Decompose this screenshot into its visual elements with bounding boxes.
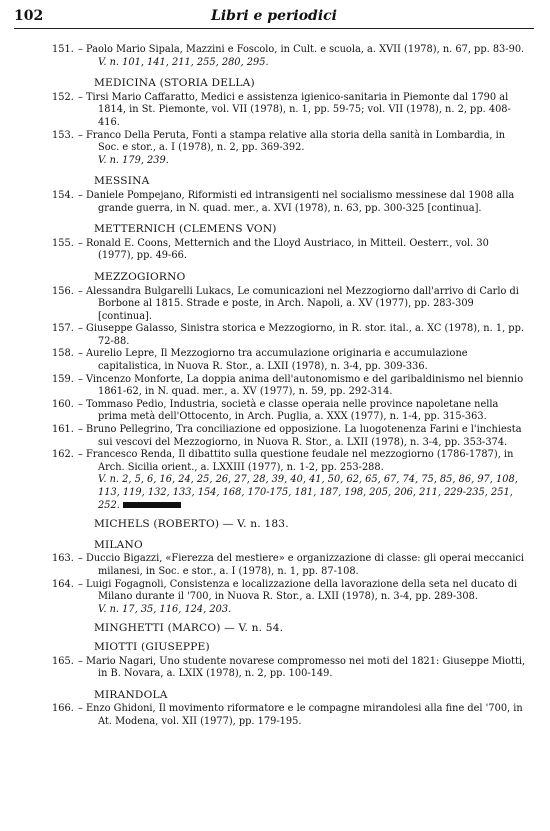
entry-153 [22, 130, 526, 155]
entry-151 [22, 44, 526, 57]
entry-text: – Ronald E. Coons, Metternich and the Lloyd Austriaco, in Mitteil. Oesterr., vol. 30 (1977), pp. 49-66. [78, 237, 489, 262]
section-heading: MICHELS (ROBERTO) — V. n. 183. [94, 518, 289, 531]
entry-number: 164. [52, 578, 74, 590]
section-heading: MEDICINA (STORIA DELLA) [94, 77, 255, 90]
section-heading: MESSINA [94, 175, 150, 188]
entry-number: 153. [52, 129, 74, 141]
entry-154 [22, 190, 526, 215]
entry-text: – Tommaso Pedio, Industria, società e classe operaia nelle province napoletane nella prima metà dell'Ottocento, in Arch. Puglia, a. XXX (1977), n. 1-4, pp. 315-363. [78, 398, 499, 423]
entry-161 [22, 424, 526, 449]
entry-text: – Giuseppe Galasso, Sinistra storica e Mezzogiorno, in R. stor. ital., a. XC (1978), n. 1, pp. 72-88. [78, 323, 524, 347]
entry-165 [22, 656, 526, 681]
section-heading: MEZZOGIORNO [94, 270, 186, 283]
entry-text: – Paolo Mario Sipala, Mazzini e Foscolo, in Cult. e scuola, a. XVII (1978), n. 67, pp. 83-90. [78, 44, 525, 55]
entry-number: 160. [52, 398, 74, 410]
entry-text: – Bruno Pellegrino, Tra conciliazione ed opposizione. La luogotenenza Farini e l'inchiesta sui vescovi del Mezzogiorno, in Nuova R. Stor., a. LXII (1978), n. 3-4, pp. 353-374. [78, 424, 522, 448]
entry-text: – Aurelio Lepre, Il Mezzogiorno tra accumulazione originaria e accumulazione capitalistica, in Nuova R. Stor., a. LXII (1978), n. 3-4, pp. 309-336. [78, 348, 468, 373]
entry-162 [22, 449, 526, 474]
cross-reference-text: V. n. 2, 5, 6, 16, 24, 25, 26, 27, 28, 39, 40, 41, 50, 62, 65, 67, 74, 75, 85, 86, 97, 108, 113, 119, 132, 133, 154, 168, 170-175, 181, 187, 198, 205, 206, 211, 229-235, 251, 252. [98, 474, 518, 511]
entry-156 [22, 286, 526, 324]
section-heading: METTERNICH (CLEMENS VON) [94, 223, 277, 236]
entry-number: 162. [52, 449, 74, 461]
entry-166 [22, 703, 526, 728]
entry-number: 157. [52, 323, 74, 335]
cross-reference: V. n. 179, 239. [98, 154, 169, 166]
section-heading: MINGHETTI (MARCO) — V. n. 54. [94, 622, 284, 635]
bibliography-list [22, 44, 526, 729]
entry-160 [22, 399, 526, 424]
entry-text: – Franco Della Peruta, Fonti a stampa relative alla storia della sanità in Lombardia, in Soc. e stor., a. I (1978), n. 2, pp. 369-392. [78, 129, 506, 154]
running-title: Libri e periodici [211, 8, 337, 24]
entry-157 [22, 323, 526, 348]
page-number: 102 [14, 8, 44, 24]
entry-152 [22, 92, 526, 130]
entry-text: – Alessandra Bulgarelli Lukacs, Le comunicazioni nel Mezzogiorno dall'arrivo di Carlo di Borbone al 1815. Strade e poste, in Arch. Napoli, a. XV (1977), pp. 283-309 [continua]. [78, 285, 519, 322]
entry-text: – Luigi Fogagnoli, Consistenza e localizzazione della lavorazione della seta nel ducato di Milano durante il '700, in Nuova R. Stor., a. LXII (1978), n. 3-4, pp. 289-308. [78, 578, 518, 603]
entry-text: – Daniele Pompejano, Riformisti ed intransigenti nel socialismo messinese dal 1908 alla grande guerra, in N. quad. mer., a. XVI (1978), n. 63, pp. 300-325 [continua]. [78, 189, 515, 214]
cross-reference [22, 474, 526, 512]
scan-artifact [123, 502, 181, 508]
entry-number: 155. [52, 237, 74, 249]
running-header [14, 6, 534, 29]
entry-text: – Mario Nagari, Uno studente novarese compromesso nei moti del 1821: Giuseppe Miotti, in B. Novara, a. LXIX (1978), n. 2, pp. 100-149. [78, 655, 526, 680]
cross-reference: V. n. 17, 35, 116, 124, 203. [98, 603, 232, 615]
entry-number: 163. [52, 553, 74, 565]
entry-text: – Duccio Bigazzi, «Fierezza del mestiere» e organizzazione di classe: gli operai meccanici milanesi, in Soc. e stor., a. I (1978), n. 1, pp. 87-108. [78, 553, 525, 577]
entry-number: 151. [52, 44, 74, 55]
entry-163 [22, 553, 526, 578]
entry-text: – Enzo Ghidoni, Il movimento riformatore e le compagne mirandolesi alla fine del '700, in At. Modena, vol. XII (1977), pp. 179-195. [78, 703, 523, 727]
entry-text: – Vincenzo Monforte, La doppia anima dell'autonomismo e del garibaldinismo nel biennio 1861-62, in N. quad. mer., a. XV (1977), n. 59, pp. 292-314. [78, 373, 524, 398]
entry-number: 161. [52, 424, 74, 436]
entry-number: 166. [52, 703, 74, 715]
entry-number: 158. [52, 348, 74, 360]
entry-number: 154. [52, 189, 74, 201]
entry-164 [22, 579, 526, 604]
section-heading: MIOTTI (GIUSEPPE) [94, 640, 210, 653]
entry-number: 159. [52, 373, 74, 385]
entry-155 [22, 238, 526, 263]
entry-text: – Tirsi Mario Caffaratto, Medici e assistenza igienico-sanitaria in Piemonte dal 1790 al 1814, in St. Piemonte, vol. VII (1978), n. 1, pp. 59-75; vol. VII (1978), n. 2, pp. 408-416. [78, 91, 511, 128]
entry-number: 156. [52, 285, 74, 297]
entry-text: – Francesco Renda, Il dibattito sulla questione feudale nel mezzogiorno (1786-1787), in Arch. Sicilia orient., a. LXXIII (1977), n. 1-2, pp. 253-288. [78, 449, 514, 473]
section-heading: MIRANDOLA [94, 688, 168, 701]
entry-number: 152. [52, 91, 74, 103]
cross-reference: V. n. 101, 141, 211, 255, 280, 295. [98, 56, 269, 68]
entry-159 [22, 374, 526, 399]
entry-number: 165. [52, 655, 74, 667]
entry-158 [22, 348, 526, 373]
section-heading: MILANO [94, 538, 143, 551]
